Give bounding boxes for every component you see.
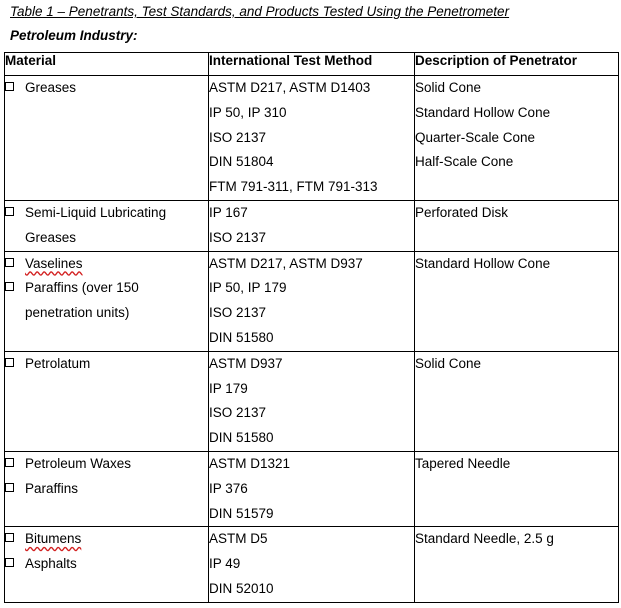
material-item xyxy=(5,201,208,226)
penetrator: Solid Cone xyxy=(415,355,482,371)
penetrator: Tapered Needle xyxy=(415,455,511,471)
test-method: ISO 2137 xyxy=(209,229,267,245)
checkbox-icon xyxy=(5,82,14,91)
material-name: Paraffins (over 150 xyxy=(25,280,139,296)
header-penetrator: Description of Penetrator xyxy=(415,53,619,76)
header-material: Material xyxy=(5,53,209,76)
table-row xyxy=(5,451,619,526)
penetrator: Perforated Disk xyxy=(415,204,509,220)
test-method: DIN 52010 xyxy=(209,580,274,596)
penetrator-cell xyxy=(415,200,619,251)
material-name: Asphalts xyxy=(25,556,77,572)
test-method-cell xyxy=(209,200,415,251)
test-method: DIN 51580 xyxy=(209,329,274,345)
material-name: Paraffins xyxy=(25,480,79,496)
table-row xyxy=(5,200,619,251)
standards-table xyxy=(4,52,619,603)
test-method: ASTM D5 xyxy=(209,531,268,547)
test-method-cell xyxy=(209,251,415,351)
table-row xyxy=(5,351,619,451)
material-item xyxy=(5,76,208,101)
test-method: ASTM D217, ASTM D937 xyxy=(209,255,363,271)
test-method: ASTM D937 xyxy=(209,355,283,371)
test-method: DIN 51579 xyxy=(209,505,274,521)
material-item xyxy=(5,477,208,502)
table-caption: Table 1 – Penetrants, Test Standards, and Products Tested Using the Penetrometer xyxy=(10,4,510,19)
material-item xyxy=(5,552,208,577)
test-method: IP 179 xyxy=(209,380,248,396)
material-name: Petroleum Waxes xyxy=(25,455,132,471)
test-method-cell xyxy=(209,351,415,451)
penetrator: Standard Hollow Cone xyxy=(415,104,551,120)
test-method: IP 50, IP 179 xyxy=(209,280,287,296)
material-cell xyxy=(5,527,209,602)
checkbox-icon xyxy=(5,483,14,492)
penetrator: Quarter-Scale Cone xyxy=(415,129,536,145)
penetrator-cell xyxy=(415,76,619,201)
material-item xyxy=(5,452,208,477)
material-item xyxy=(5,252,208,277)
material-name: Semi-Liquid Lubricating xyxy=(25,204,167,220)
test-method: ISO 2137 xyxy=(209,305,267,321)
test-method: ASTM D1321 xyxy=(209,455,291,471)
material-name-continued: penetration units) xyxy=(25,305,130,321)
material-cell xyxy=(5,451,209,526)
penetrator-cell xyxy=(415,527,619,602)
test-method: IP 50, IP 310 xyxy=(209,104,287,120)
test-method-cell xyxy=(209,451,415,526)
material-name: Greases xyxy=(25,80,77,95)
test-method-cell xyxy=(209,76,415,201)
test-method: ISO 2137 xyxy=(209,405,267,421)
material-cell xyxy=(5,200,209,251)
test-method: DIN 51580 xyxy=(209,430,274,446)
penetrator: Solid Cone xyxy=(415,80,482,95)
test-method: ISO 2137 xyxy=(209,129,267,145)
material-cell xyxy=(5,351,209,451)
material-cell xyxy=(5,251,209,351)
header-test-method: International Test Method xyxy=(209,53,415,76)
table-row xyxy=(5,527,619,602)
table-row xyxy=(5,251,619,351)
material-cell xyxy=(5,76,209,201)
checkbox-icon xyxy=(5,458,14,467)
material-item xyxy=(5,527,208,552)
header-row xyxy=(5,53,619,76)
table-row xyxy=(5,76,619,201)
test-method: IP 376 xyxy=(209,480,248,496)
material-name: Petrolatum xyxy=(25,355,91,371)
material-name: Bitumens xyxy=(25,531,82,547)
checkbox-icon xyxy=(5,282,14,291)
penetrator-cell xyxy=(415,351,619,451)
checkbox-icon xyxy=(5,358,14,367)
penetrator-cell xyxy=(415,451,619,526)
material-item xyxy=(5,276,208,301)
section-title: Petroleum Industry: xyxy=(10,28,138,43)
test-method: ASTM D217, ASTM D1403 xyxy=(209,80,371,95)
test-method: FTM 791-311, FTM 791-313 xyxy=(209,179,378,195)
checkbox-icon xyxy=(5,558,14,567)
checkbox-icon xyxy=(5,207,14,216)
checkbox-icon xyxy=(5,533,14,542)
penetrator-cell xyxy=(415,251,619,351)
test-method: IP 167 xyxy=(209,204,248,220)
test-method: IP 49 xyxy=(209,556,241,572)
material-item xyxy=(5,352,208,377)
test-method: DIN 51804 xyxy=(209,154,274,170)
checkbox-icon xyxy=(5,258,14,267)
penetrator: Half-Scale Cone xyxy=(415,154,514,170)
penetrator: Standard Hollow Cone xyxy=(415,255,551,271)
material-name-continued: Greases xyxy=(25,229,77,245)
test-method-cell xyxy=(209,527,415,602)
material-name: Vaselines xyxy=(25,255,83,271)
penetrator: Standard Needle, 2.5 g xyxy=(415,531,554,547)
